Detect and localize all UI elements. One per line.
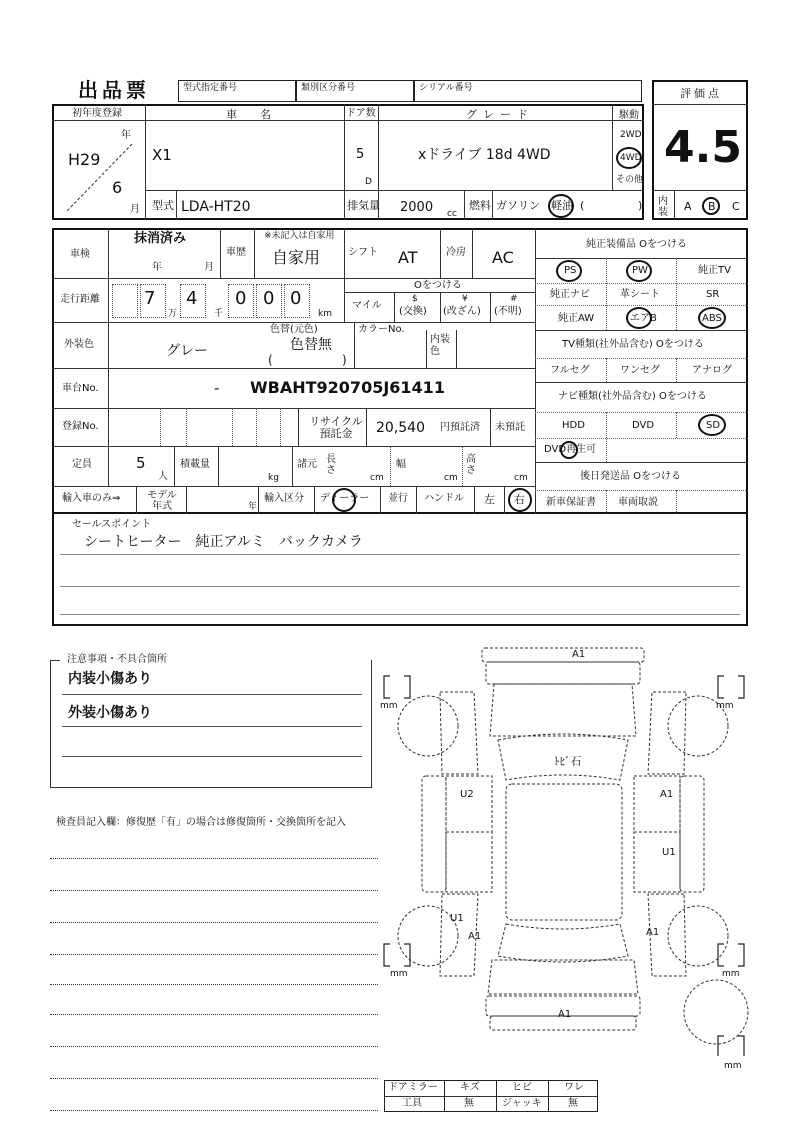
tv-fullseg: フルセグ: [550, 365, 590, 376]
mileage-digit-5: 0: [290, 288, 302, 309]
interior-grade-b: B: [708, 200, 716, 213]
legend-tools-value: 無: [464, 1098, 474, 1109]
category-number-label: 類別区分番号: [301, 83, 356, 93]
dims-label: 諸元: [297, 459, 317, 470]
recycle-unpaid: 未預託: [495, 422, 525, 433]
interior-grade-label: 内装: [658, 196, 668, 218]
mark-rear-bumper: A1: [558, 1009, 572, 1020]
equip-pw-circle: [626, 260, 652, 282]
mark-front-bumper: A1: [572, 649, 586, 660]
recycle-value: 20,540: [376, 420, 425, 436]
mileage-circle-note: Oをつける: [414, 280, 462, 291]
mileage-km: km: [318, 309, 332, 319]
displacement-label: 排気量: [347, 199, 380, 212]
mm-rear-left: mm: [390, 969, 408, 979]
drive-2wd: 2WD: [620, 130, 642, 140]
vin-label: 車台No.: [62, 383, 99, 394]
shaken-label: 車検: [70, 249, 90, 260]
score-label: 評価点: [680, 87, 722, 100]
legend-jack-value: 無: [568, 1098, 578, 1109]
mark-left-front-door: U2: [460, 789, 474, 800]
color-paren-close: ): [342, 353, 347, 367]
tv-oneseg: ワンセグ: [620, 365, 660, 376]
equipment-title: 純正装備品 Oをつける: [586, 239, 688, 250]
doors-value: 5: [356, 147, 365, 162]
mileage-digit-1: 7: [144, 288, 156, 309]
mileage-digit-3: 0: [235, 288, 247, 309]
import-parallel: 並行: [388, 493, 408, 504]
first-reg-slash: [60, 140, 136, 216]
shift-label: シフト: [348, 247, 378, 258]
serial-number-label: シリアル番号: [419, 83, 473, 93]
mark-left-rear-a1: A1: [468, 931, 482, 942]
sales-box: [52, 514, 748, 626]
color-value: グレー: [166, 343, 208, 359]
vin-dash: -: [214, 379, 220, 397]
doors-suffix: D: [365, 177, 372, 187]
drive-label: 駆動: [619, 110, 639, 121]
recycle-label: リサイクル預託金: [309, 415, 363, 440]
handle-right-circle: [508, 488, 532, 512]
fuel-diesel: 軽油: [551, 199, 573, 212]
car-name: X1: [152, 146, 172, 164]
history-note: ※未記入は自家用: [264, 231, 335, 241]
import-label: 輸入車のみ⇒: [62, 493, 121, 504]
mark-left-rear-u1: U1: [450, 913, 464, 924]
legend-break: ワレ: [564, 1082, 584, 1093]
mileage-tamper: (改ざん): [443, 306, 481, 317]
ac-value: AC: [492, 248, 514, 267]
color-no-label: カラーNo.: [358, 324, 405, 335]
equip-navi: 純正ナビ: [550, 289, 590, 300]
inspector-label: 検査員記入欄：修復歴「有」の場合は修復箇所・交換箇所を記入: [56, 817, 346, 828]
notes-line-1: 内装小傷あり: [68, 671, 152, 687]
handle-left: 左: [484, 493, 495, 506]
model-value: LDA-HT20: [181, 199, 251, 215]
capacity-unit: 人: [158, 471, 168, 482]
navi-dvd-playback: DVD再生可: [544, 444, 597, 455]
navi-hdd: HDD: [562, 420, 585, 431]
mileage-digit-2: 4: [186, 288, 198, 309]
first-reg-month: 6: [112, 178, 123, 197]
equip-sr: SR: [706, 289, 720, 300]
shaken-value: 抹消済み: [134, 231, 187, 246]
model-number-label: 型式指定番号: [183, 83, 238, 93]
navi-sd-circle: [698, 414, 726, 436]
sales-label: セールスポイント: [72, 519, 152, 530]
color-label: 外装色: [64, 339, 94, 350]
mileage-digit-4: 0: [263, 288, 275, 309]
width-label: 幅: [396, 459, 406, 470]
drive-4wd: 4WD: [620, 153, 642, 163]
height-label: 高さ: [466, 454, 476, 476]
equip-ps-circle: [556, 260, 582, 282]
equip-abs: ABS: [702, 313, 722, 324]
mark-windshield: ﾄﾋﾞ石: [554, 755, 582, 768]
mm-spare: mm: [724, 1061, 742, 1071]
length-label: 長さ: [326, 454, 336, 476]
grade-value: xドライブ 18d 4WD: [418, 147, 551, 163]
later-title: 後日発送品 Oをつける: [580, 471, 682, 482]
equip-airbag-circle: [626, 307, 652, 329]
first-reg-year-mark: 年: [121, 130, 131, 141]
mileage-exchange-sym: $: [412, 294, 418, 304]
ac-label: 冷房: [446, 247, 466, 258]
height-cm: cm: [514, 473, 528, 483]
import-dealer: ディーラー: [320, 493, 370, 504]
legend-jack: ジャッキ: [502, 1098, 542, 1109]
mark-right-rear-door: U1: [662, 847, 676, 858]
navi-type-title: ナビ種類(社外品含む) Oをつける: [558, 391, 707, 402]
model-year-label: モデル年式: [147, 490, 177, 512]
fuel-label: 燃料: [469, 199, 491, 212]
mark-right-rear-fender: A1: [646, 927, 660, 938]
equip-tv: 純正TV: [698, 265, 731, 276]
legend-crack: ヒビ: [512, 1082, 532, 1093]
legend-tools: 工具: [402, 1098, 422, 1109]
fuel-gasoline: ガソリン: [496, 199, 540, 212]
load-unit: kg: [268, 473, 279, 483]
legend-door-mirror: ドアミラー: [388, 1082, 438, 1093]
handle-label: ハンドル: [424, 493, 464, 504]
mm-front-right: mm: [716, 701, 734, 711]
width-cm: cm: [444, 473, 458, 483]
interior-grade-c: C: [732, 200, 740, 213]
regno-label: 登録No.: [62, 421, 99, 432]
navi-dvd: DVD: [632, 420, 655, 431]
first-reg-label: 初年度登録: [72, 108, 122, 119]
displacement-value: 2000: [400, 200, 434, 215]
navi-sd: SD: [706, 420, 721, 431]
mileage-unknown-sym: #: [510, 294, 518, 304]
color-change-value: 色替無: [290, 337, 332, 353]
import-type-label: 輸入区分: [264, 493, 304, 504]
displacement-unit: cc: [447, 209, 457, 219]
load-label: 積載量: [180, 459, 210, 470]
model-label: 型式: [152, 199, 174, 212]
doors-label: ドア数: [346, 108, 376, 119]
color-change-label: 色替(元色): [270, 324, 318, 335]
dealer-circle: [332, 488, 356, 512]
notes-line-2: 外装小傷あり: [68, 705, 152, 721]
navi-dvd-playback-circle: [560, 441, 578, 459]
legend-scratch: キズ: [460, 1082, 480, 1093]
score-value: 4.5: [664, 122, 742, 173]
mm-front-left: mm: [380, 701, 398, 711]
first-reg-year: H29: [68, 150, 101, 169]
equip-aw: 純正AW: [558, 313, 595, 324]
model-year-suffix: 年: [248, 502, 258, 512]
interior-b-circle: [702, 197, 720, 215]
fuel-diesel-circle: [548, 194, 574, 218]
equip-airbag: エアB: [630, 313, 657, 324]
history-label: 車歴: [226, 247, 246, 258]
length-cm: cm: [370, 473, 384, 483]
mileage-unknown: (不明): [494, 306, 522, 317]
mileage-man: 万: [168, 309, 178, 319]
mileage-label: 走行距離: [60, 294, 100, 305]
sheet-title: 出品票: [78, 78, 150, 102]
equip-pw: PW: [632, 265, 648, 276]
car-damage-diagram: [370, 636, 770, 1056]
history-value: 自家用: [272, 248, 321, 267]
car-name-label: 車 名: [226, 108, 277, 121]
capacity-label: 定員: [72, 459, 92, 470]
handle-right: 右: [514, 493, 525, 506]
recycle-unit: 円預託済: [440, 422, 480, 433]
drive-4wd-circle: [616, 147, 642, 169]
mileage-mile: マイル: [352, 300, 382, 311]
later-warranty: 新車保証書: [546, 497, 596, 508]
tv-type-title: TV種類(社外品含む) Oをつける: [562, 339, 704, 350]
fuel-paren-close: ): [638, 199, 643, 212]
grade-label: グレード: [466, 108, 534, 121]
equip-ps: PS: [564, 265, 577, 276]
interior-grade-a: A: [684, 200, 692, 213]
mileage-sen: 千: [214, 309, 224, 319]
later-manual: 車両取説: [618, 497, 658, 508]
mm-rear-right: mm: [722, 969, 740, 979]
mark-right-front-door: A1: [660, 789, 674, 800]
equip-leather: 革シート: [620, 289, 660, 300]
equip-abs-circle: [698, 307, 726, 329]
vin-value: WBAHT920705J61411: [250, 378, 445, 397]
shaken-month-mark: 月: [204, 262, 214, 273]
drive-other: その他: [616, 175, 644, 185]
sales-text: シートヒーター 純正アルミ バックカメラ: [84, 534, 363, 550]
interior-color-label: 内装色: [430, 334, 450, 357]
mileage-tamper-sym: ¥: [462, 294, 468, 304]
fuel-paren-open: (: [580, 199, 585, 212]
capacity-value: 5: [136, 454, 146, 472]
shaken-year-mark: 年: [152, 262, 162, 273]
first-reg-month-mark: 月: [130, 204, 140, 215]
shift-value: AT: [398, 248, 418, 267]
notes-label: 注意事項・不具合箇所: [64, 655, 170, 665]
tv-analog: アナログ: [692, 365, 732, 376]
color-paren-open: (: [268, 353, 273, 367]
mileage-exchange: (交換): [399, 306, 427, 317]
